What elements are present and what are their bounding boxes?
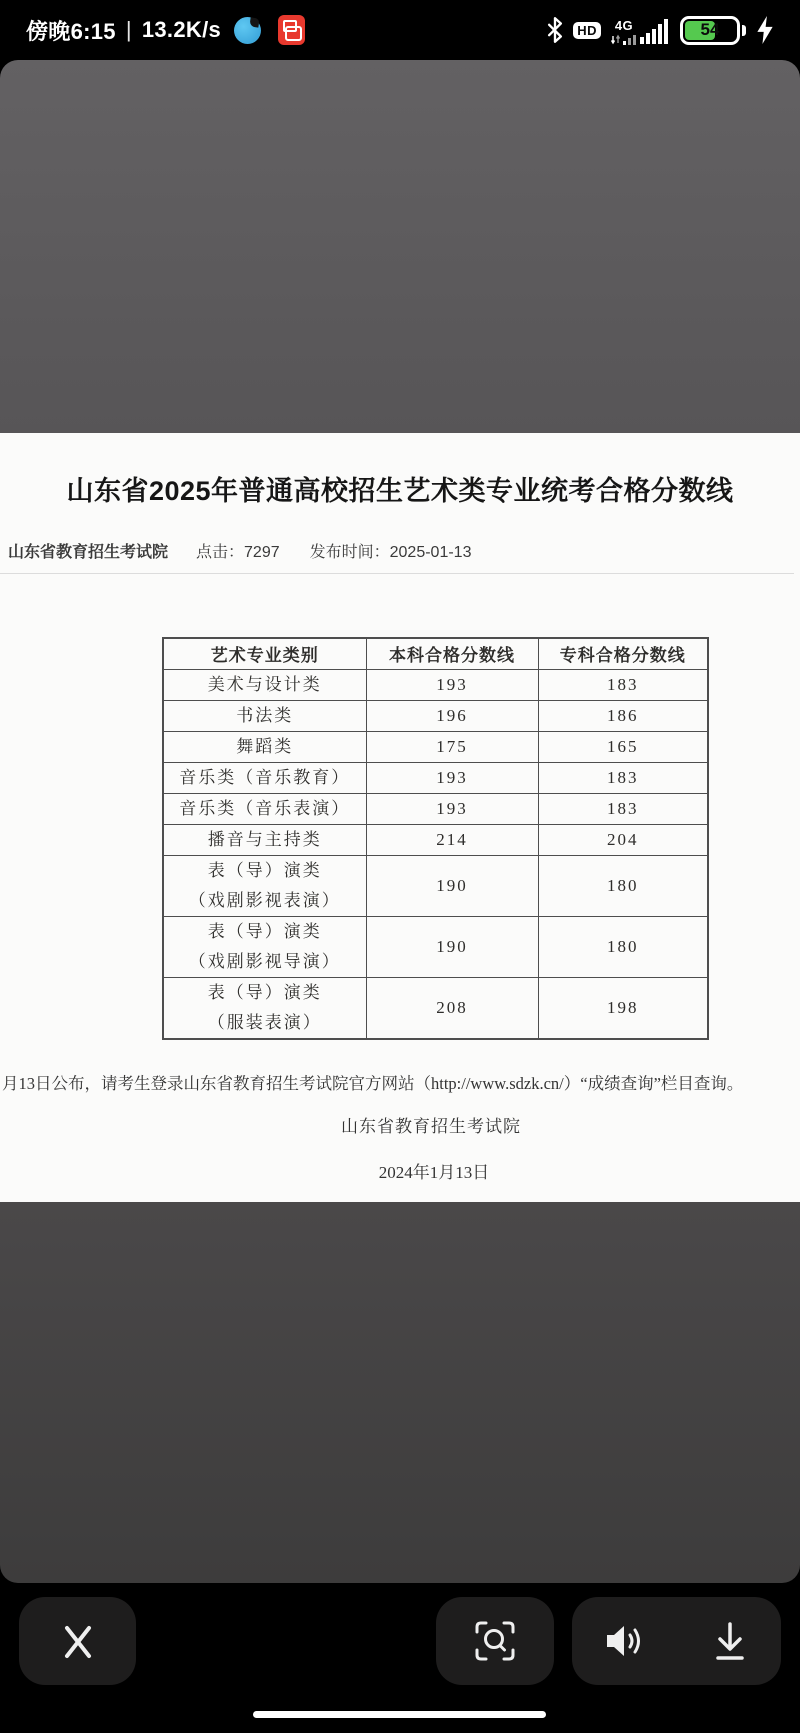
undergrad-score-cell: 190	[366, 916, 538, 977]
table-row	[163, 824, 708, 855]
undergrad-score-cell: 196	[366, 700, 538, 731]
category-cell: 音乐类（音乐表演）	[163, 793, 366, 824]
table-row	[163, 669, 708, 700]
battery-cap	[742, 25, 746, 36]
document-page	[0, 433, 800, 1202]
category-cell: 播音与主持类	[163, 824, 366, 855]
undergrad-score-cell: 214	[366, 824, 538, 855]
messenger-app-icon	[234, 17, 261, 44]
header-undergrad: 本科合格分数线	[366, 638, 538, 669]
college-score-cell: 180	[538, 855, 708, 916]
category-cell: 书法类	[163, 700, 366, 731]
score-table-body	[163, 669, 708, 1039]
college-score-cell: 204	[538, 824, 708, 855]
college-score-cell: 165	[538, 731, 708, 762]
battery-percent: 54	[700, 20, 720, 39]
charging-bolt-icon	[756, 16, 774, 44]
media-buttons	[572, 1597, 781, 1685]
undergrad-score-cell: 193	[366, 669, 538, 700]
college-score-cell: 186	[538, 700, 708, 731]
document-note: 月13日公布，请考生登录山东省教育招生考试院官方网站（http://www.sdzk.cn/）“成绩查询”栏目查询。	[2, 1074, 744, 1093]
viewer-bottom-band	[0, 1202, 800, 1583]
college-score-cell: 183	[538, 793, 708, 824]
signal-bars-icon	[611, 15, 670, 45]
video-app-icon	[278, 15, 305, 45]
speaker-button[interactable]	[603, 1621, 647, 1661]
score-table	[162, 637, 709, 1040]
byline-separator	[0, 573, 794, 574]
category-cell: 表（导）演类 （戏剧影视导演）	[163, 916, 366, 977]
status-right	[547, 15, 774, 45]
byline-publish-date: 发布时间：2025-01-13	[309, 544, 472, 561]
table-header-row	[163, 638, 708, 669]
viewer-top-band	[0, 60, 800, 433]
table-row	[163, 731, 708, 762]
category-cell: 表（导）演类 （戏剧影视表演）	[163, 855, 366, 916]
category-cell: 舞蹈类	[163, 731, 366, 762]
document-signature: 山东省教育招生考试院	[341, 1117, 521, 1136]
signal-secondary	[611, 15, 637, 45]
byline	[8, 539, 471, 562]
college-score-cell: 180	[538, 916, 708, 977]
byline-source: 山东省教育招生考试院	[8, 544, 169, 561]
byline-clicks: 点击：7297	[196, 544, 280, 561]
bluetooth-icon	[547, 17, 563, 43]
category-cell: 美术与设计类	[163, 669, 366, 700]
table-row	[163, 700, 708, 731]
status-bar	[0, 0, 800, 60]
header-category: 艺术专业类别	[163, 638, 366, 669]
download-icon	[710, 1620, 750, 1662]
image-search-button[interactable]	[436, 1597, 554, 1685]
college-score-cell: 183	[538, 669, 708, 700]
hd-badge-icon: HD	[573, 22, 601, 39]
table-row	[163, 855, 708, 916]
signal-primary	[640, 19, 670, 45]
status-left	[26, 15, 305, 46]
header-college: 专科合格分数线	[538, 638, 708, 669]
network-speed: 13.2K/s	[141, 17, 222, 42]
table-row	[163, 793, 708, 824]
table-row	[163, 916, 708, 977]
college-score-cell: 198	[538, 977, 708, 1039]
college-score-cell: 183	[538, 762, 708, 793]
table-row	[163, 762, 708, 793]
clock-time: 傍晚6:15	[26, 18, 116, 44]
speaker-icon	[603, 1621, 647, 1661]
home-indicator[interactable]	[253, 1711, 546, 1718]
status-divider: |	[125, 17, 132, 42]
download-button[interactable]	[710, 1620, 750, 1662]
undergrad-score-cell: 190	[366, 855, 538, 916]
close-button[interactable]	[19, 1597, 136, 1685]
undergrad-score-cell: 193	[366, 762, 538, 793]
category-cell: 表（导）演类 （服装表演）	[163, 977, 366, 1039]
battery-icon	[680, 16, 746, 45]
undergrad-score-cell: 175	[366, 731, 538, 762]
document-date: 2024年1月13日	[378, 1163, 490, 1182]
close-icon	[59, 1622, 97, 1660]
image-search-icon	[473, 1619, 517, 1663]
network-type-label: 4G	[614, 18, 634, 33]
undergrad-score-cell: 193	[366, 793, 538, 824]
page-title: 山东省2025年普通高校招生艺术类专业统考合格分数线	[66, 476, 734, 506]
image-viewer[interactable]	[0, 60, 800, 1583]
table-row	[163, 977, 708, 1039]
category-cell: 音乐类（音乐教育）	[163, 762, 366, 793]
undergrad-score-cell: 208	[366, 977, 538, 1039]
